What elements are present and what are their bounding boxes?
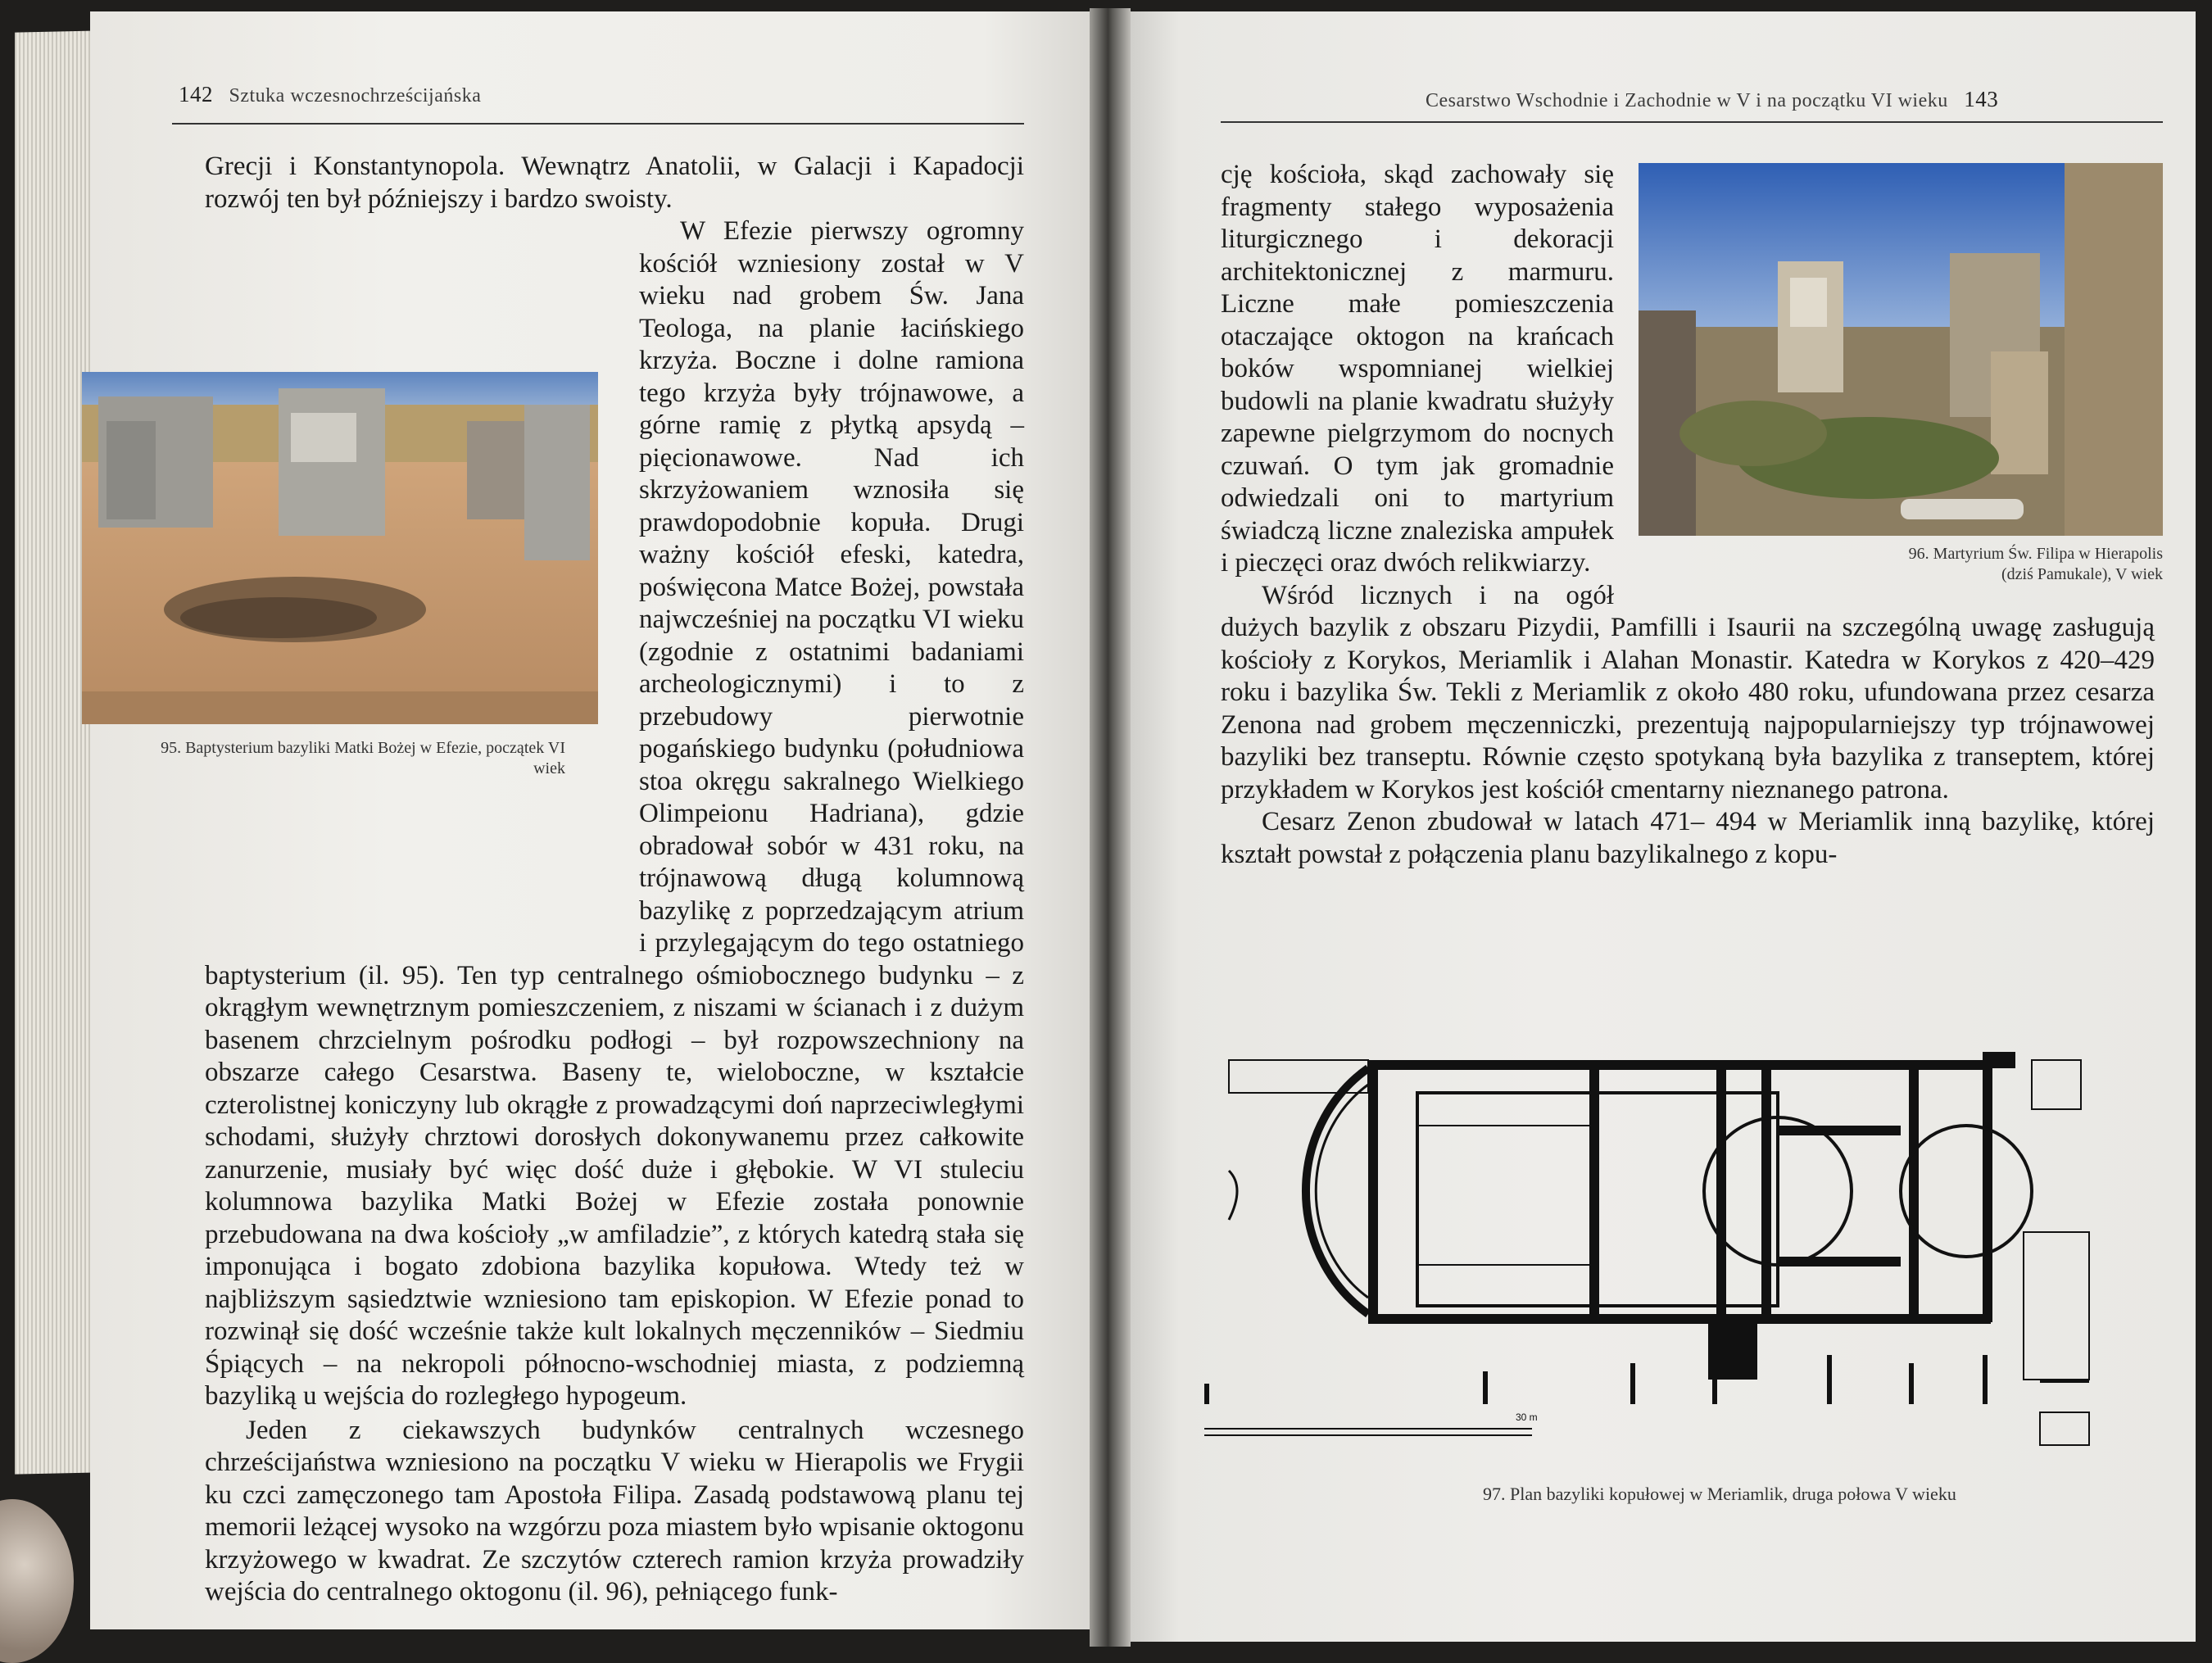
right-page-number: 143: [1964, 87, 1999, 111]
left-paragraph-2-flow: W Efezie pierwszy ogromny kościół wzniesiony został w V wieku nad grobem Św. Jana Teologa, na planie łacińskiego krzyża. Boczne i dolne ramiona tego krzyża były trójnawowe, a górne ramię z płytką apsydą – pięcionawowe. Nad ich skrzyżowaniem wznosiła się prawdopodobnie kopuła. Drugi ważny kościół efeski, katedra, poświęcona Matce Bożej, powstała najwcześniej na początku VI wieku (zgodnie z ostatnimi badaniami archeologicznymi) i to z przebudowy pierwotnie pogańskiego budynku (południowa stoa okręgu sakralnego Wielkiego Olimpeionu Hadriana), gdzie obradował sobór w 431 roku, na trójnawową długą kolumnową bazylikę z poprzedzającym atrium i przylegającym do tego ostatniego baptysterium (il. 95). Ten typ centralnego ośmiobocznego budynku – z okrągłym wewnętrznym pomieszczeniem, z niszami w ścianach i z dużym basenem chrzcielnym pośrodku podłogi – był rozpowszechniony na obszarze całego Cesarstwa. Baseny te, wieloboczne, w kształcie czterolistnej koniczyny lub okrągłe z prowadzącymi doń naprzeciwległymi schodami, służyły chrztowi dorosłych dokonywanemu przez całkowite zanurzenie, musiały być więc dość duże i głębokie. W VI stuleciu kolumnowa bazylika Matki Bożej w Efezie została ponownie przebudowana na dwa kościoły „w amfiladzie”, z których katedrą stała się imponująca i bogato zdobiona bazylika kopułowa. Wtedy też w najbliższym sąsiedztwie wzniesiono tam episkopion. W Efezie ponad to rozwinął się dość wcześnie także kult lokalnych męczenników – Siedmiu Śpiących – na nekropoli północno-wschodniej miasta, z podziemną bazyliką u wejścia do rozległego hypogeum.: [205, 216, 1024, 1411]
caption-95: 95. Baptysterium bazyliki Matki Bożej w Efezie, początek VI wiek: [161, 739, 565, 777]
left-page-number: 142: [179, 82, 213, 106]
left-running-head: [179, 82, 481, 107]
book-spine: [1090, 8, 1131, 1647]
right-page: [1114, 11, 2196, 1642]
right-paragraph-3: Cesarz Zenon zbudował w latach 471– 494 w Meriamlik inną bazylikę, której kształt powstał z połączenia planu bazylikalnego z kopu-: [1221, 807, 2155, 869]
right-running-head: [1426, 87, 1998, 112]
right-text-body: [1221, 159, 2155, 945]
left-text-body: [205, 151, 1024, 1606]
right-running-title: Cesarstwo Wschodnie i Zachodnie w V i na początku VI wieku: [1426, 90, 1948, 111]
left-paragraph-1-flow: Grecji i Konstantynopola. Wewnątrz Anatolii, w Galacji i Kapadocji rozwój ten był późniejszy i bardzo swoisty.: [205, 152, 1024, 214]
right-photo-float: [1614, 159, 2155, 585]
caption-97: 97. Plan bazyliki kopułowej w Meriamlik, druga połowa V wieku: [1483, 1484, 1956, 1504]
left-running-title: Sztuka wczesnochrześcijańska: [229, 85, 482, 106]
caption-96-line-1: 96. Martyrium Św. Filipa w Hierapolis: [1908, 545, 2163, 563]
left-page: [90, 11, 1106, 1629]
thumb: [0, 1499, 74, 1663]
caption-96-line-2: (dziś Pamukale), V wiek: [2001, 565, 2163, 583]
left-photo-float: [205, 368, 631, 933]
plan-97-basilica: [1204, 1003, 2187, 1461]
right-header-rule: [1221, 121, 2163, 123]
left-paragraph-3: Jeden z ciekawszych budynków centralnych wczesnego chrześcijaństwa wzniesiono na początku V wieku w Hierapolis we Frygii ku czci zamęczonego tam Apostoła Filipa. Zasadą podstawową planu tej memorii leżącej wysoko na wzgórzu poza miastem było wpisanie oktogonu krzyżowego w kwadrat. Ze szczytów czterech ramion krzyża prowadziły wejścia do centralnego oktogonu (il. 96), pełniącego funk-: [205, 1415, 1024, 1606]
plan-scale-label: 30 m: [1516, 1412, 1538, 1423]
left-header-rule: [172, 123, 1024, 125]
right-paragraph-1: cję kościoła, skąd zachowały się fragmenty stałego wyposażenia liturgicznego i dekoracji architektonicznej z marmuru. Liczne małe pomieszczenia otaczające oktogon na krańcach boków wspomnianej wielkiej budowli na planie kwadratu służyły zapewne pielgrzymom do nocnych czuwań. O tym jak gromadnie odwiedzali oni to martyrium świadczą liczne znaleziska ampułek i pieczęci oraz dwóch relikwiarzy.: [1221, 160, 1614, 578]
right-paragraph-2: Wśród licznych i na ogół dużych bazylik z obszaru Pizydii, Pamfilli i Isaurii na szczególną uwagę zasługują kościoły z Korykos, Meriamlik i Alahan Monastir. Katedra w Korykos z 420–429 roku i bazylika Św. Tekli z Meriamlik z około 480 roku, ufundowana przez cesarza Zenona nad grobem męczenniczki, prezentują najpopularniejszy typ trójnawowej bazyliki bez transeptu. Równie często spotykaną była bazylika z transeptem, której przykładem w Korykos jest kościół cmentarny nieznanego patrona.: [1221, 580, 2155, 804]
